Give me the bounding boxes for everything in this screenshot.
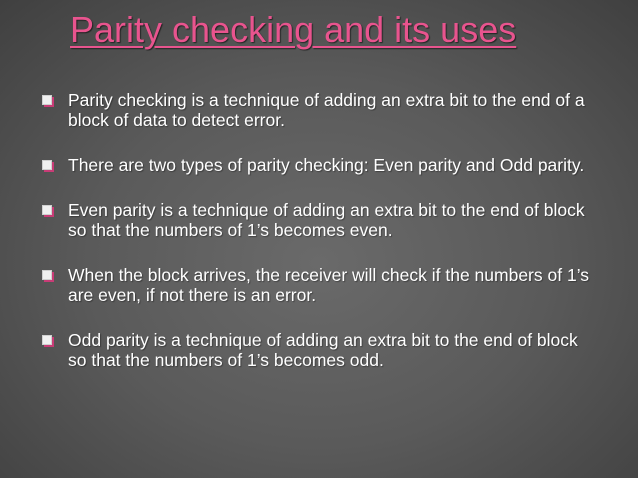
square-bullet-icon [42, 205, 52, 215]
slide-title: Parity checking and its uses [70, 9, 517, 50]
bullet-item [40, 155, 600, 175]
square-bullet-icon [42, 160, 52, 170]
bullet-text: When the block arrives, the receiver will check if the numbers of 1’s are even, if not there is an error. [68, 265, 590, 305]
bullet-item [40, 330, 600, 370]
square-bullet-icon [42, 335, 52, 345]
bullet-item [40, 90, 600, 130]
bullet-text: Odd parity is a technique of adding an extra bit to the end of block so that the numbers of 1’s becomes odd. [68, 330, 578, 370]
bullet-text: There are two types of parity checking: Even parity and Odd parity. [68, 155, 585, 175]
bullet-item [40, 200, 600, 240]
bullet-list [40, 90, 600, 395]
bullet-text: Parity checking is a technique of adding an extra bit to the end of a block of data to detect error. [68, 90, 585, 130]
bullet-text: Even parity is a technique of adding an extra bit to the end of block so that the numbers of 1’s becomes even. [68, 200, 585, 240]
square-bullet-icon [42, 270, 52, 280]
bullet-item [40, 265, 600, 305]
square-bullet-icon [42, 95, 52, 105]
